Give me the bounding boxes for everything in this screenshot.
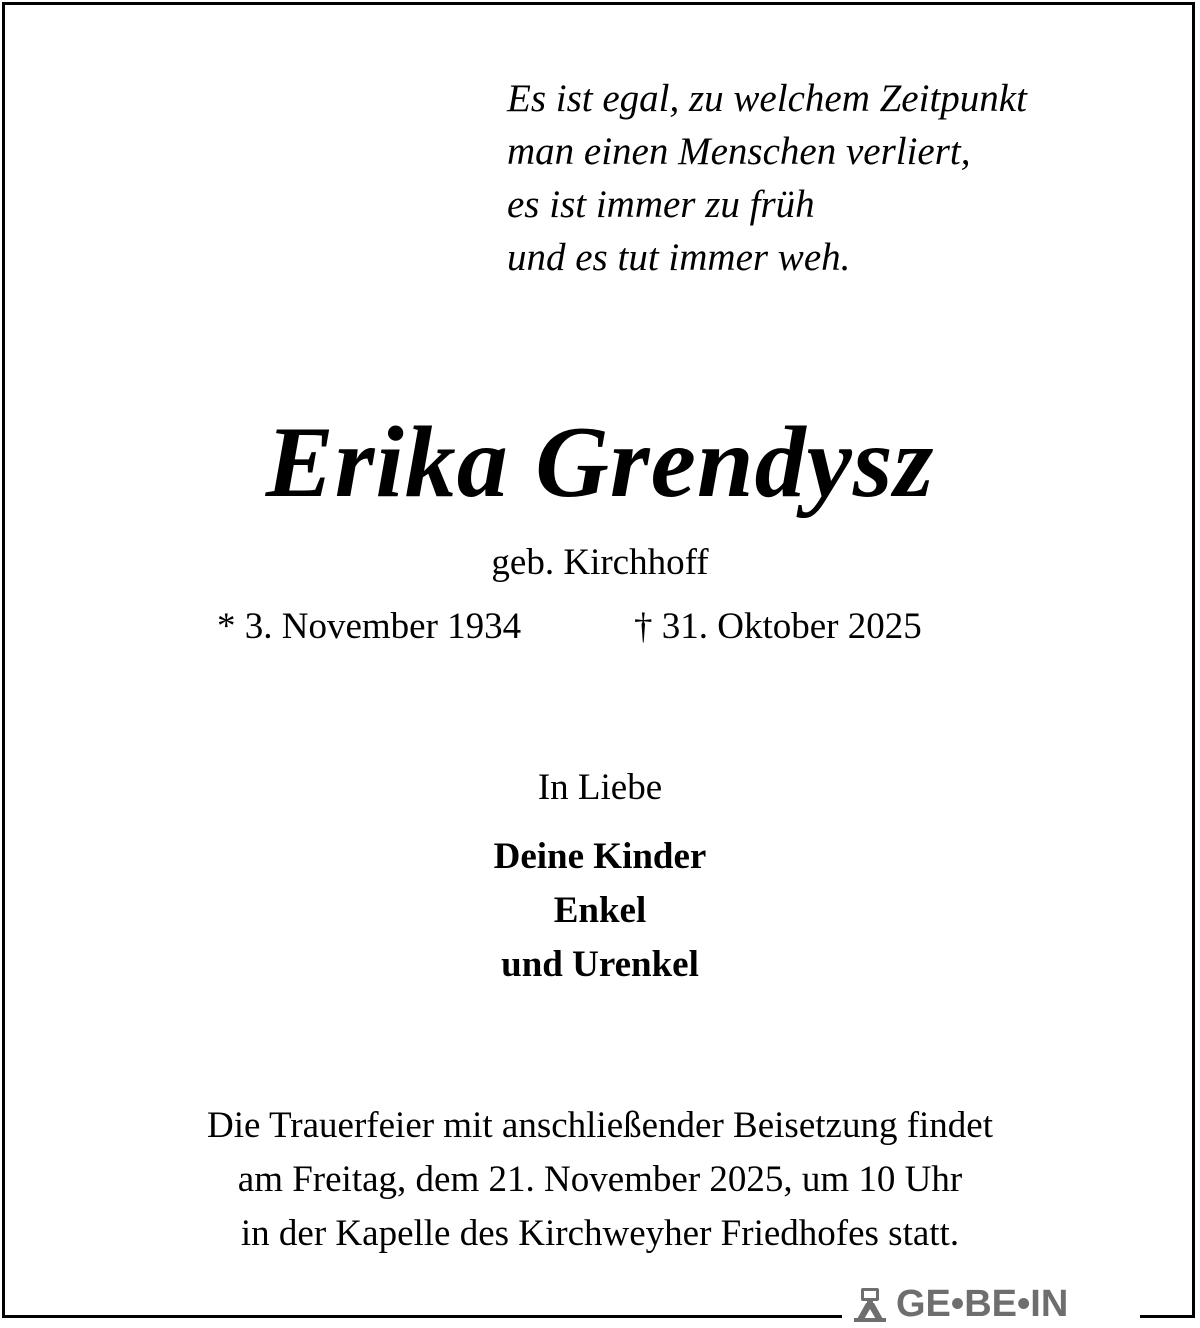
death-date: † 31. Oktober 2025 xyxy=(634,606,922,647)
mourners-list xyxy=(0,830,1200,992)
birth-date: * 3. November 1934 xyxy=(217,606,522,647)
quote-line: Es ist egal, zu welchem Zeitpunkt xyxy=(507,77,1027,120)
logo-text: GE•BE•IN xyxy=(896,1283,1069,1325)
funeral-line: in der Kapelle des Kirchweyher Friedhofes statt. xyxy=(240,1213,960,1254)
quote-line: man einen Menschen verliert, xyxy=(507,130,971,173)
quote-line: es ist immer zu früh xyxy=(507,183,815,226)
gebein-logo-icon xyxy=(852,1285,888,1323)
bottom-border-left xyxy=(2,1315,842,1318)
deceased-name: Erika Grendysz xyxy=(265,406,935,519)
quote-line: und es tut immer weh. xyxy=(507,236,851,279)
farewell-intro: In Liebe xyxy=(537,767,663,808)
funeral-notice xyxy=(0,1099,1200,1261)
birth-name: geb. Kirchhoff xyxy=(491,542,709,583)
bottom-border-right xyxy=(1140,1315,1195,1318)
mourner-line: und Urenkel xyxy=(501,944,699,985)
publisher-logo xyxy=(848,1282,1072,1326)
funeral-line: am Freitag, dem 21. November 2025, um 10 Uhr xyxy=(237,1159,963,1200)
funeral-line: Die Trauerfeier mit anschließender Beisetzung findet xyxy=(207,1105,993,1146)
memorial-quote xyxy=(507,72,1027,284)
mourner-line: Deine Kinder xyxy=(493,836,707,877)
mourner-line: Enkel xyxy=(553,890,647,931)
